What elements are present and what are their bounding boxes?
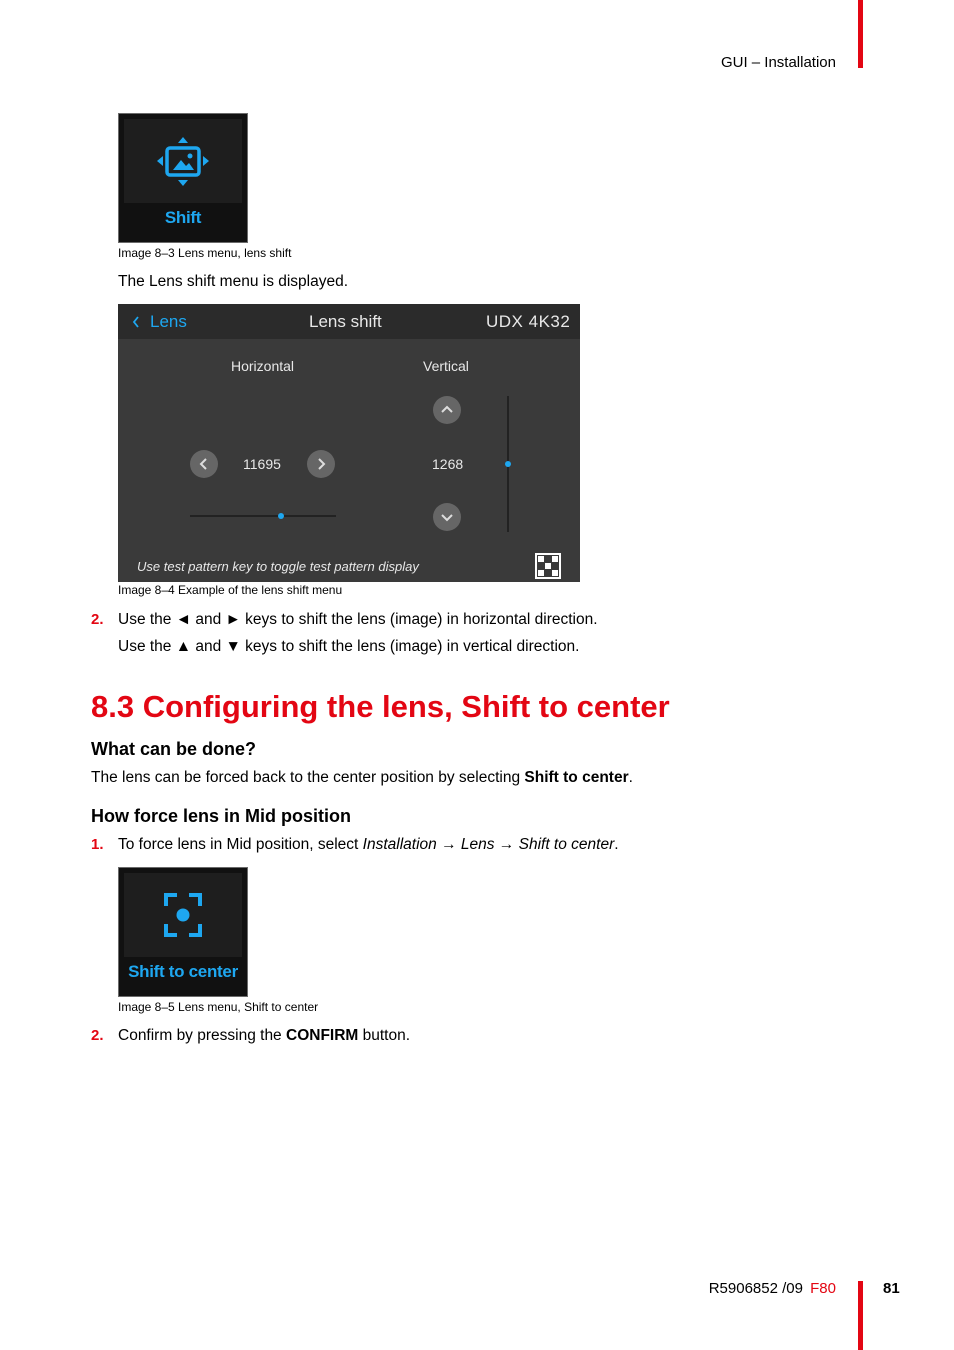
vertical-label: Vertical (423, 358, 469, 374)
header-section-title: GUI – Installation (720, 54, 836, 71)
back-button[interactable] (130, 310, 210, 334)
chevron-up-icon (433, 396, 461, 424)
text-part: button. (358, 1027, 411, 1044)
horizontal-value: 11695 (243, 456, 281, 472)
projector-model: UDX 4K32 (486, 312, 571, 331)
intro-paragraph: The Lens shift menu is displayed. (118, 273, 349, 290)
shift-right-button[interactable] (307, 450, 335, 478)
figure-caption-8-5: Image 8–5 Lens menu, Shift to center (118, 1000, 319, 1014)
shift-icon (124, 119, 242, 203)
footer-doc-info (709, 1280, 836, 1297)
shift-left-button[interactable] (190, 450, 218, 478)
step-2-confirm-text (118, 1026, 410, 1046)
text-part: . (628, 769, 633, 786)
text-part: Confirm by pressing the (118, 1027, 286, 1044)
figure-caption-8-3: Image 8–3 Lens menu, lens shift (118, 246, 292, 260)
figure-caption-8-4: Image 8–4 Example of the lens shift menu (118, 583, 343, 597)
text-part: To force lens in Mid position, select (118, 836, 363, 853)
model-name: F80 (810, 1280, 836, 1297)
step-number: 2. (91, 1027, 104, 1044)
step-number: 2. (91, 611, 104, 628)
screen-title: Lens shift (309, 312, 382, 331)
text-part: The lens can be forced back to the center position by selecting (91, 769, 525, 786)
horizontal-slider[interactable] (190, 514, 336, 518)
shift-down-button[interactable] (433, 503, 461, 531)
what-can-be-done-text (91, 768, 633, 788)
shift-to-center-label: Shift to center (128, 962, 238, 981)
bold-term: CONFIRM (286, 1027, 359, 1044)
shift-to-center-icon (124, 873, 242, 957)
horizontal-slider-thumb[interactable] (278, 513, 284, 519)
what-can-be-done-heading: What can be done? (91, 739, 257, 759)
shift-tile (118, 113, 248, 243)
section-title: 8.3 Configuring the lens, Shift to center (91, 689, 670, 724)
vertical-slider-thumb[interactable] (505, 461, 511, 467)
back-label: Lens (150, 312, 187, 331)
step-number: 1. (91, 836, 104, 853)
footer-red-bar (858, 1281, 863, 1350)
how-heading: How force lens in Mid position (91, 806, 352, 826)
header-red-bar (858, 0, 863, 68)
vertical-value: 1268 (432, 456, 464, 472)
tile-icon-area (124, 119, 242, 203)
chevron-down-icon (433, 503, 461, 531)
doc-number: R5906852 /09 (708, 1280, 803, 1297)
test-pattern-icon[interactable] (534, 552, 562, 580)
text-part: . (614, 836, 619, 853)
step-2-vertical-text: Use the ▲ and ▼ keys to shift the lens (image) in vertical direction. (118, 638, 580, 655)
shift-to-center-tile (118, 867, 248, 997)
tile-icon-area (124, 873, 242, 957)
horizontal-slider-track (190, 515, 336, 517)
back-chevron-icon (130, 310, 142, 334)
step-2-horizontal-text: Use the ◄ and ► keys to shift the lens (image) in horizontal direction. (118, 611, 598, 628)
horizontal-label: Horizontal (231, 358, 295, 374)
test-pattern-hint: Use test pattern key to toggle test pattern display (137, 559, 419, 574)
step-1-text (118, 835, 619, 855)
menu-path: Installation → Lens → Shift to center (362, 836, 615, 853)
chevron-right-icon (307, 450, 335, 478)
shift-tile-label: Shift (164, 208, 202, 227)
lens-shift-screen (118, 304, 580, 582)
bold-term: Shift to center (524, 769, 629, 786)
page-number: 81 (883, 1280, 900, 1297)
vertical-slider[interactable] (506, 396, 510, 532)
chevron-left-icon (190, 450, 218, 478)
shift-up-button[interactable] (433, 396, 461, 424)
